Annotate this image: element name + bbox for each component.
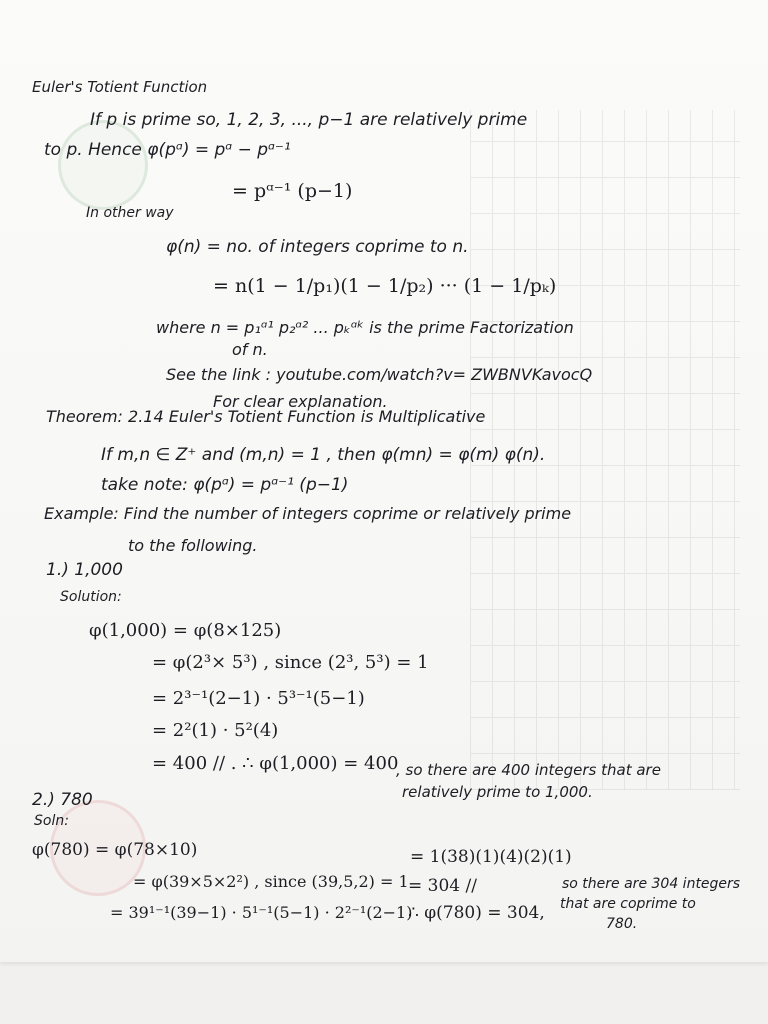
problem-1-label: 1.) 1,000 <box>46 560 123 580</box>
theorem-heading: Theorem: 2.14 Euler's Totient Function is Multiplicative <box>46 407 486 426</box>
phi-n-product-formula: = n(1 − 1/p₁)(1 − 1/p₂) ··· (1 − 1/pₖ) <box>213 275 557 297</box>
see-link-line: See the link : youtube.com/watch?v= ZWBNVKavocQ <box>166 365 593 384</box>
problem-2-step-4: = 1(38)(1)(4)(2)(1) <box>410 847 572 867</box>
faint-seal-stamp <box>58 120 148 210</box>
problem-1-step-3: = 2³⁻¹(2−1) · 5³⁻¹(5−1) <box>152 688 365 709</box>
page-title: Euler's Totient Function <box>32 78 208 96</box>
problem-2-label: 2.) 780 <box>32 790 93 810</box>
problem-2-step-6: ∴ φ(780) = 304, <box>408 903 545 923</box>
intro-line-1: If p is prime so, 1, 2, 3, ..., p−1 are relatively prime <box>90 110 528 130</box>
problem-2-step-2: = φ(39×5×2²) , since (39,5,2) = 1 <box>133 872 409 891</box>
problem-2-step-3: = 39¹⁻¹(39−1) · 5¹⁻¹(5−1) · 2²⁻¹(2−1) <box>110 903 413 922</box>
problem-2-step-1: φ(780) = φ(78×10) <box>32 840 198 860</box>
problem-1-solution-label: Solution: <box>60 589 122 605</box>
example-line-2: to the following. <box>128 536 258 555</box>
problem-1-step-1: φ(1,000) = φ(8×125) <box>89 620 282 641</box>
phi-n-definition: φ(n) = no. of integers coprime to n. <box>166 237 469 257</box>
take-note-line: take note: φ(pᵅ) = pᵅ⁻¹ (p−1) <box>101 475 349 495</box>
problem-2-conclusion-3: 780. <box>606 916 638 932</box>
prime-factorization-line: where n = p₁ᵅ¹ p₂ᵅ² ... pₖᵅᵏ is the prime Factorization <box>156 318 574 337</box>
example-line-1: Example: Find the number of integers coprime or relatively prime <box>44 504 572 523</box>
intro-line-2: to p. Hence φ(pᵅ) = pᵅ − pᵅ⁻¹ <box>44 140 291 160</box>
problem-1-conclusion-1: , so there are 400 integers that are <box>396 761 661 779</box>
theorem-statement: If m,n ∈ Z⁺ and (m,n) = 1 , then φ(mn) = φ(m) φ(n). <box>101 445 546 465</box>
problem-1-step-4: = 2²(1) · 5²(4) <box>152 720 279 741</box>
clear-explanation-line: For clear explanation. <box>213 392 388 411</box>
problem-1-conclusion-2: relatively prime to 1,000. <box>402 783 593 801</box>
problem-2-conclusion-2: that are coprime to <box>560 896 696 912</box>
problem-2-solution-label: Soln: <box>34 813 69 829</box>
other-way-label: In other way <box>86 205 174 221</box>
problem-1-step-5: = 400 ∕∕ . ∴ φ(1,000) = 400 <box>152 753 399 774</box>
problem-2-step-5: = 304 ∕∕ <box>408 876 477 896</box>
problem-2-conclusion-1: so there are 304 integers <box>562 876 741 892</box>
intro-line-3: = pᵅ⁻¹ (p−1) <box>232 180 353 202</box>
problem-1-step-2: = φ(2³× 5³) , since (2³, 5³) = 1 <box>152 652 429 673</box>
prime-factorization-line-2: of n. <box>232 340 268 359</box>
